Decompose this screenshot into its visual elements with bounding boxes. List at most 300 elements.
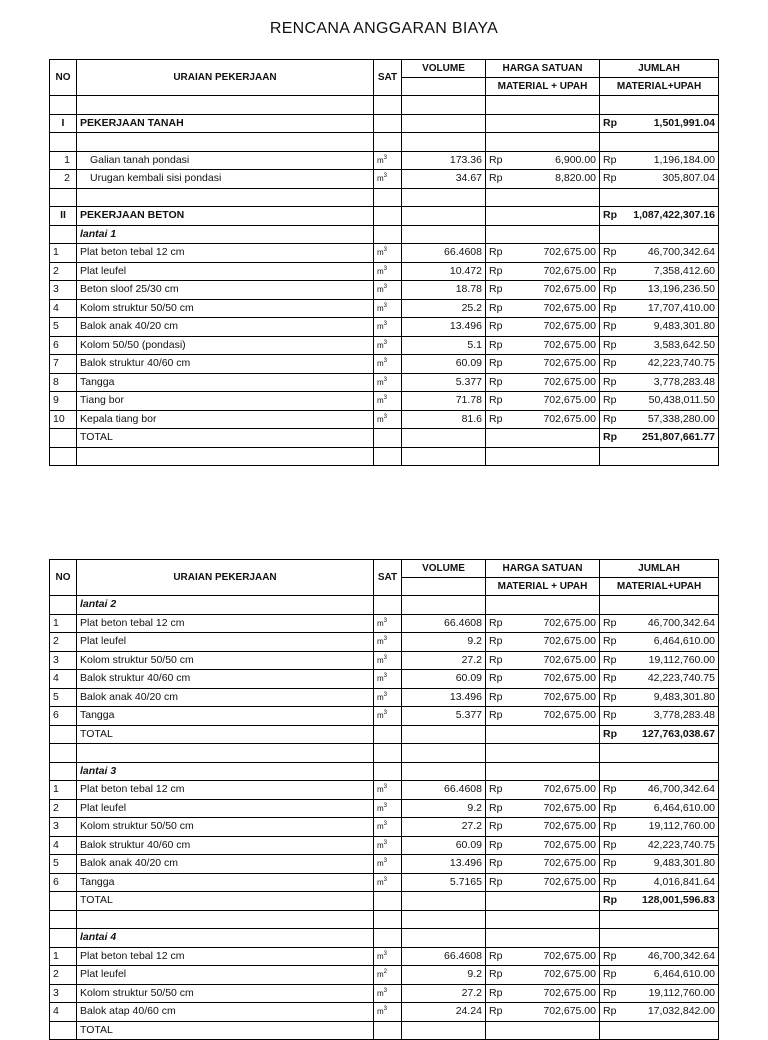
item-label: Kolom struktur 50/50 cm <box>77 984 374 1003</box>
empty-row <box>50 188 719 207</box>
currency-label: Rp <box>603 357 617 369</box>
unit-base: m <box>377 377 384 387</box>
header-harga-satuan: HARGA SATUAN <box>486 560 600 578</box>
unit-exponent: 3 <box>383 413 388 420</box>
currency-label: Rp <box>603 264 617 277</box>
floor-label-row <box>50 596 719 615</box>
item-amount: 42,223,740.75 <box>647 672 715 684</box>
item-unit-price: 702,675.00 <box>543 709 596 721</box>
floor-label-row <box>50 929 719 948</box>
unit-exponent: 3 <box>383 876 388 883</box>
unit-base: m <box>377 877 384 887</box>
table-row <box>50 281 719 300</box>
table-row <box>50 299 719 318</box>
currency-label: Rp <box>489 968 503 980</box>
unit-cell <box>374 1003 402 1022</box>
item-volume: 81.6 <box>402 410 486 429</box>
item-label: Plat beton tebal 12 cm <box>77 947 374 966</box>
currency-label: Rp <box>603 783 617 795</box>
item-no: 6 <box>50 873 77 892</box>
item-unit-price: 702,675.00 <box>543 672 596 684</box>
unit-exponent: 3 <box>383 821 388 827</box>
item-no: 3 <box>50 651 77 670</box>
unit-cell <box>374 818 402 837</box>
unit-cell <box>374 670 402 689</box>
item-amount: 42,223,740.75 <box>647 357 715 369</box>
unit-exponent: 3 <box>383 784 388 790</box>
table-row <box>50 633 719 652</box>
unit-cell <box>374 336 402 355</box>
header-no: NO <box>50 560 77 596</box>
unit-exponent: 3 <box>383 691 388 698</box>
table-row <box>50 336 719 355</box>
currency-label: Rp <box>603 209 617 221</box>
item-amount: 9,483,301.80 <box>653 690 715 703</box>
header-jumlah: JUMLAH <box>600 560 719 578</box>
table-row <box>50 836 719 855</box>
item-no: 4 <box>50 836 77 855</box>
item-amount: 17,707,410.00 <box>647 301 715 314</box>
item-no: 2 <box>50 170 77 189</box>
item-amount: 3,778,283.48 <box>653 375 715 388</box>
item-no: 5 <box>50 855 77 874</box>
currency-label: Rp <box>489 394 503 406</box>
unit-base: m <box>377 322 384 331</box>
item-amount: 46,700,342.64 <box>647 949 715 962</box>
currency-label: Rp <box>489 283 503 295</box>
item-unit-price: 702,675.00 <box>543 412 596 425</box>
table-row <box>50 818 719 837</box>
item-unit-price: 702,675.00 <box>543 301 596 314</box>
item-amount: 46,700,342.64 <box>647 783 715 795</box>
item-volume: 66.4608 <box>402 947 486 966</box>
header-sat: SAT <box>374 560 402 596</box>
floor-label: lantai 4 <box>77 929 374 948</box>
item-label: Plat beton tebal 12 cm <box>77 244 374 263</box>
currency-label: Rp <box>603 820 617 832</box>
currency-label: Rp <box>489 690 503 703</box>
unit-cell <box>374 633 402 652</box>
currency-label: Rp <box>603 635 617 647</box>
item-volume: 13.496 <box>402 318 486 337</box>
currency-label: Rp <box>489 635 503 647</box>
item-volume: 34.67 <box>402 170 486 189</box>
item-no: 1 <box>50 614 77 633</box>
header-row <box>50 60 719 78</box>
item-volume: 60.09 <box>402 670 486 689</box>
item-no: 2 <box>50 633 77 652</box>
item-volume: 9.2 <box>402 633 486 652</box>
item-label: Tiang bor <box>77 392 374 411</box>
unit-exponent: 3 <box>383 617 388 624</box>
item-unit-price: 702,675.00 <box>543 801 596 814</box>
rab-table-1 <box>49 59 719 466</box>
item-volume: 173.36 <box>402 151 486 170</box>
unit-cell <box>374 355 402 374</box>
currency-label: Rp <box>489 246 503 258</box>
currency-label: Rp <box>603 894 617 906</box>
currency-label: Rp <box>489 875 503 888</box>
unit-exponent: 3 <box>383 1006 388 1012</box>
unit-exponent: 3 <box>383 339 388 346</box>
item-label: Balok anak 40/20 cm <box>77 688 374 707</box>
total-label: TOTAL <box>77 1021 374 1040</box>
currency-label: Rp <box>603 727 617 740</box>
currency-label: Rp <box>603 968 617 980</box>
table-row <box>50 1003 719 1022</box>
item-unit-price: 702,675.00 <box>543 986 596 999</box>
item-amount: 9,483,301.80 <box>653 857 715 869</box>
table-row <box>50 170 719 189</box>
header-row <box>50 560 719 578</box>
unit-base: m <box>377 711 384 720</box>
unit-base: m <box>377 285 384 294</box>
unit-base: m <box>377 951 384 961</box>
item-label: Balok anak 40/20 cm <box>77 855 374 874</box>
currency-label: Rp <box>603 301 617 314</box>
item-volume: 10.472 <box>402 262 486 281</box>
item-label: Galian tanah pondasi <box>77 151 374 170</box>
item-label: Plat beton tebal 12 cm <box>77 781 374 800</box>
unit-cell <box>374 984 402 1003</box>
unit-exponent: 2 <box>383 969 388 975</box>
floor-label: lantai 3 <box>77 762 374 781</box>
unit-base: m <box>377 859 384 868</box>
table-row <box>50 781 719 800</box>
section-no: I <box>50 114 77 133</box>
item-amount: 13,196,236.50 <box>647 283 715 295</box>
item-label: Tangga <box>77 873 374 892</box>
item-unit-price: 702,675.00 <box>543 783 596 795</box>
item-label: Kolom 50/50 (pondasi) <box>77 336 374 355</box>
header-volume-sub <box>402 578 486 596</box>
unit-exponent: 3 <box>383 950 388 957</box>
currency-label: Rp <box>603 857 617 869</box>
currency-label: Rp <box>489 820 503 832</box>
item-unit-price: 702,675.00 <box>543 690 596 703</box>
currency-label: Rp <box>603 690 617 703</box>
item-label: Plat leufel <box>77 966 374 985</box>
item-no: 7 <box>50 355 77 374</box>
header-material-upah-total: MATERIAL+UPAH <box>600 578 719 596</box>
table-row <box>50 244 719 263</box>
header-jumlah: JUMLAH <box>600 60 719 78</box>
item-no: 2 <box>50 799 77 818</box>
item-label: Balok struktur 40/60 cm <box>77 355 374 374</box>
item-volume: 25.2 <box>402 299 486 318</box>
item-label: Balok struktur 40/60 cm <box>77 836 374 855</box>
item-unit-price: 702,675.00 <box>543 838 596 851</box>
unit-base: m <box>377 266 384 276</box>
header-material-upah: MATERIAL + UPAH <box>486 578 600 596</box>
total-label: TOTAL <box>77 892 374 911</box>
item-label: Tangga <box>77 373 374 392</box>
empty-row <box>50 133 719 152</box>
item-volume: 9.2 <box>402 966 486 985</box>
item-no: 2 <box>50 262 77 281</box>
currency-label: Rp <box>489 153 503 166</box>
section-label: PEKERJAAN BETON <box>77 207 374 226</box>
item-unit-price: 8,820.00 <box>555 172 596 184</box>
item-amount: 46,700,342.64 <box>647 246 715 258</box>
table-row <box>50 984 719 1003</box>
unit-exponent: 3 <box>383 321 388 327</box>
currency-label: Rp <box>489 838 503 851</box>
unit-cell <box>374 410 402 429</box>
item-volume: 66.4608 <box>402 781 486 800</box>
item-volume: 60.09 <box>402 836 486 855</box>
item-volume: 27.2 <box>402 818 486 837</box>
unit-cell <box>374 836 402 855</box>
currency-label: Rp <box>603 116 617 129</box>
item-no: 1 <box>50 244 77 263</box>
currency-label: Rp <box>603 838 617 851</box>
currency-label: Rp <box>489 857 503 869</box>
item-label: Plat leufel <box>77 799 374 818</box>
item-volume: 9.2 <box>402 799 486 818</box>
unit-base: m <box>377 970 384 979</box>
section-total: 1,501,991.04 <box>653 116 715 129</box>
currency-label: Rp <box>489 783 503 795</box>
table-row <box>50 151 719 170</box>
section-no: II <box>50 207 77 226</box>
unit-cell <box>374 855 402 874</box>
document-title: RENCANA ANGGARAN BIAYA <box>269 20 499 37</box>
item-label: Kolom struktur 50/50 cm <box>77 818 374 837</box>
item-no: 3 <box>50 984 77 1003</box>
item-label: Tangga <box>77 707 374 726</box>
item-volume: 5.7165 <box>402 873 486 892</box>
floor-label-row <box>50 225 719 244</box>
currency-label: Rp <box>489 301 503 314</box>
unit-base: m <box>377 674 384 683</box>
unit-base: m <box>377 248 384 257</box>
item-label: Plat leufel <box>77 633 374 652</box>
section-row <box>50 207 719 226</box>
unit-exponent: 3 <box>383 284 388 290</box>
item-no: 9 <box>50 392 77 411</box>
unit-exponent: 3 <box>383 858 388 864</box>
item-amount: 4,016,841.64 <box>653 875 715 888</box>
item-unit-price: 702,675.00 <box>543 616 596 629</box>
unit-base: m <box>377 822 384 831</box>
item-unit-price: 702,675.00 <box>543 246 596 258</box>
item-unit-price: 702,675.00 <box>543 357 596 369</box>
unit-exponent: 3 <box>383 247 388 253</box>
currency-label: Rp <box>603 172 617 184</box>
unit-exponent: 3 <box>383 154 388 161</box>
currency-label: Rp <box>489 672 503 684</box>
table-row <box>50 318 719 337</box>
unit-base: m <box>377 1007 384 1016</box>
unit-base: m <box>377 785 384 794</box>
unit-base: m <box>377 340 384 350</box>
item-label: Urugan kembali sisi pondasi <box>77 170 374 189</box>
unit-cell <box>374 262 402 281</box>
table-row <box>50 392 719 411</box>
item-label: Kepala tiang bor <box>77 410 374 429</box>
item-unit-price: 702,675.00 <box>543 283 596 295</box>
rab-table-2 <box>49 559 719 1040</box>
table-row <box>50 651 719 670</box>
floor-label: lantai 2 <box>77 596 374 615</box>
header-volume: VOLUME <box>402 60 486 78</box>
unit-exponent: 3 <box>383 987 388 994</box>
item-amount: 46,700,342.64 <box>647 616 715 629</box>
item-unit-price: 702,675.00 <box>543 320 596 332</box>
table-row <box>50 614 719 633</box>
currency-label: Rp <box>603 709 617 721</box>
table-row <box>50 410 719 429</box>
unit-cell <box>374 707 402 726</box>
currency-label: Rp <box>603 616 617 629</box>
currency-label: Rp <box>489 986 503 999</box>
item-amount: 17,032,842.00 <box>647 1005 715 1017</box>
item-label: Plat leufel <box>77 262 374 281</box>
table-row <box>50 688 719 707</box>
item-volume: 66.4608 <box>402 244 486 263</box>
empty-row <box>50 744 719 763</box>
currency-label: Rp <box>489 338 503 351</box>
table-row <box>50 355 719 374</box>
currency-label: Rp <box>603 246 617 258</box>
unit-exponent: 3 <box>383 802 388 809</box>
item-amount: 6,464,610.00 <box>653 635 715 647</box>
unit-exponent: 3 <box>383 173 388 179</box>
total-label: TOTAL <box>77 429 374 448</box>
empty-row <box>50 910 719 929</box>
item-no: 6 <box>50 707 77 726</box>
unit-base: m <box>377 692 384 702</box>
item-volume: 27.2 <box>402 651 486 670</box>
unit-cell <box>374 966 402 985</box>
unit-cell <box>374 688 402 707</box>
currency-label: Rp <box>603 375 617 388</box>
item-no: 1 <box>50 947 77 966</box>
currency-label: Rp <box>603 801 617 814</box>
header-volume-sub <box>402 78 486 96</box>
unit-base: m <box>377 988 384 998</box>
item-label: Balok atap 40/60 cm <box>77 1003 374 1022</box>
currency-label: Rp <box>489 412 503 425</box>
item-no: 4 <box>50 670 77 689</box>
currency-label: Rp <box>603 875 617 888</box>
currency-label: Rp <box>489 264 503 277</box>
item-label: Kolom struktur 50/50 cm <box>77 651 374 670</box>
item-volume: 5.377 <box>402 707 486 726</box>
currency-label: Rp <box>489 172 503 184</box>
empty-row <box>50 447 719 466</box>
item-no: 4 <box>50 1003 77 1022</box>
item-volume: 66.4608 <box>402 614 486 633</box>
currency-label: Rp <box>603 412 617 425</box>
item-unit-price: 702,675.00 <box>543 820 596 832</box>
item-volume: 5.1 <box>402 336 486 355</box>
unit-exponent: 3 <box>383 839 388 846</box>
unit-exponent: 3 <box>383 302 388 309</box>
unit-base: m <box>377 414 384 424</box>
unit-cell <box>374 373 402 392</box>
unit-base: m <box>377 655 384 665</box>
item-unit-price: 702,675.00 <box>543 968 596 980</box>
item-no: 2 <box>50 966 77 985</box>
total-row <box>50 892 719 911</box>
currency-label: Rp <box>489 320 503 332</box>
unit-base: m <box>377 155 384 165</box>
unit-cell <box>374 151 402 170</box>
item-volume: 27.2 <box>402 984 486 1003</box>
total-value: 128,001,596.83 <box>642 894 715 906</box>
item-volume: 60.09 <box>402 355 486 374</box>
unit-cell <box>374 873 402 892</box>
item-volume: 71.78 <box>402 392 486 411</box>
item-no: 3 <box>50 281 77 300</box>
table-row <box>50 799 719 818</box>
item-unit-price: 702,675.00 <box>543 394 596 406</box>
currency-label: Rp <box>603 1005 617 1017</box>
unit-cell <box>374 244 402 263</box>
floor-label-row <box>50 762 719 781</box>
item-unit-price: 702,675.00 <box>543 1005 596 1017</box>
currency-label: Rp <box>489 949 503 962</box>
unit-cell <box>374 781 402 800</box>
item-unit-price: 702,675.00 <box>543 949 596 962</box>
total-row <box>50 725 719 744</box>
total-value: 251,807,661.77 <box>642 431 715 443</box>
item-unit-price: 702,675.00 <box>543 875 596 888</box>
table-row <box>50 855 719 874</box>
unit-base: m <box>377 618 384 628</box>
currency-label: Rp <box>489 1005 503 1017</box>
total-row <box>50 429 719 448</box>
total-value: 127,763,038.67 <box>642 727 715 740</box>
item-no: 1 <box>50 781 77 800</box>
currency-label: Rp <box>603 431 617 443</box>
empty-row <box>50 96 719 115</box>
section-row <box>50 114 719 133</box>
table-row <box>50 373 719 392</box>
total-label: TOTAL <box>77 725 374 744</box>
item-label: Balok struktur 40/60 cm <box>77 670 374 689</box>
section-label: PEKERJAAN TANAH <box>77 114 374 133</box>
item-volume: 13.496 <box>402 688 486 707</box>
item-no: 4 <box>50 299 77 318</box>
unit-cell <box>374 281 402 300</box>
header-sat: SAT <box>374 60 402 96</box>
item-amount: 42,223,740.75 <box>647 838 715 851</box>
header-uraian: URAIAN PEKERJAAN <box>77 60 374 96</box>
currency-label: Rp <box>603 320 617 332</box>
item-unit-price: 702,675.00 <box>543 375 596 388</box>
unit-exponent: 3 <box>383 395 388 401</box>
item-no: 10 <box>50 410 77 429</box>
item-label: Beton sloof 25/30 cm <box>77 281 374 300</box>
currency-label: Rp <box>603 653 617 666</box>
item-unit-price: 702,675.00 <box>543 264 596 277</box>
currency-label: Rp <box>603 338 617 351</box>
currency-label: Rp <box>603 394 617 406</box>
item-amount: 6,464,610.00 <box>653 801 715 814</box>
item-volume: 13.496 <box>402 855 486 874</box>
currency-label: Rp <box>489 616 503 629</box>
currency-label: Rp <box>489 357 503 369</box>
section-total: 1,087,422,307.16 <box>633 209 715 221</box>
unit-exponent: 3 <box>383 265 388 272</box>
currency-label: Rp <box>489 653 503 666</box>
header-material-upah: MATERIAL + UPAH <box>486 78 600 96</box>
unit-cell <box>374 651 402 670</box>
currency-label: Rp <box>603 672 617 684</box>
